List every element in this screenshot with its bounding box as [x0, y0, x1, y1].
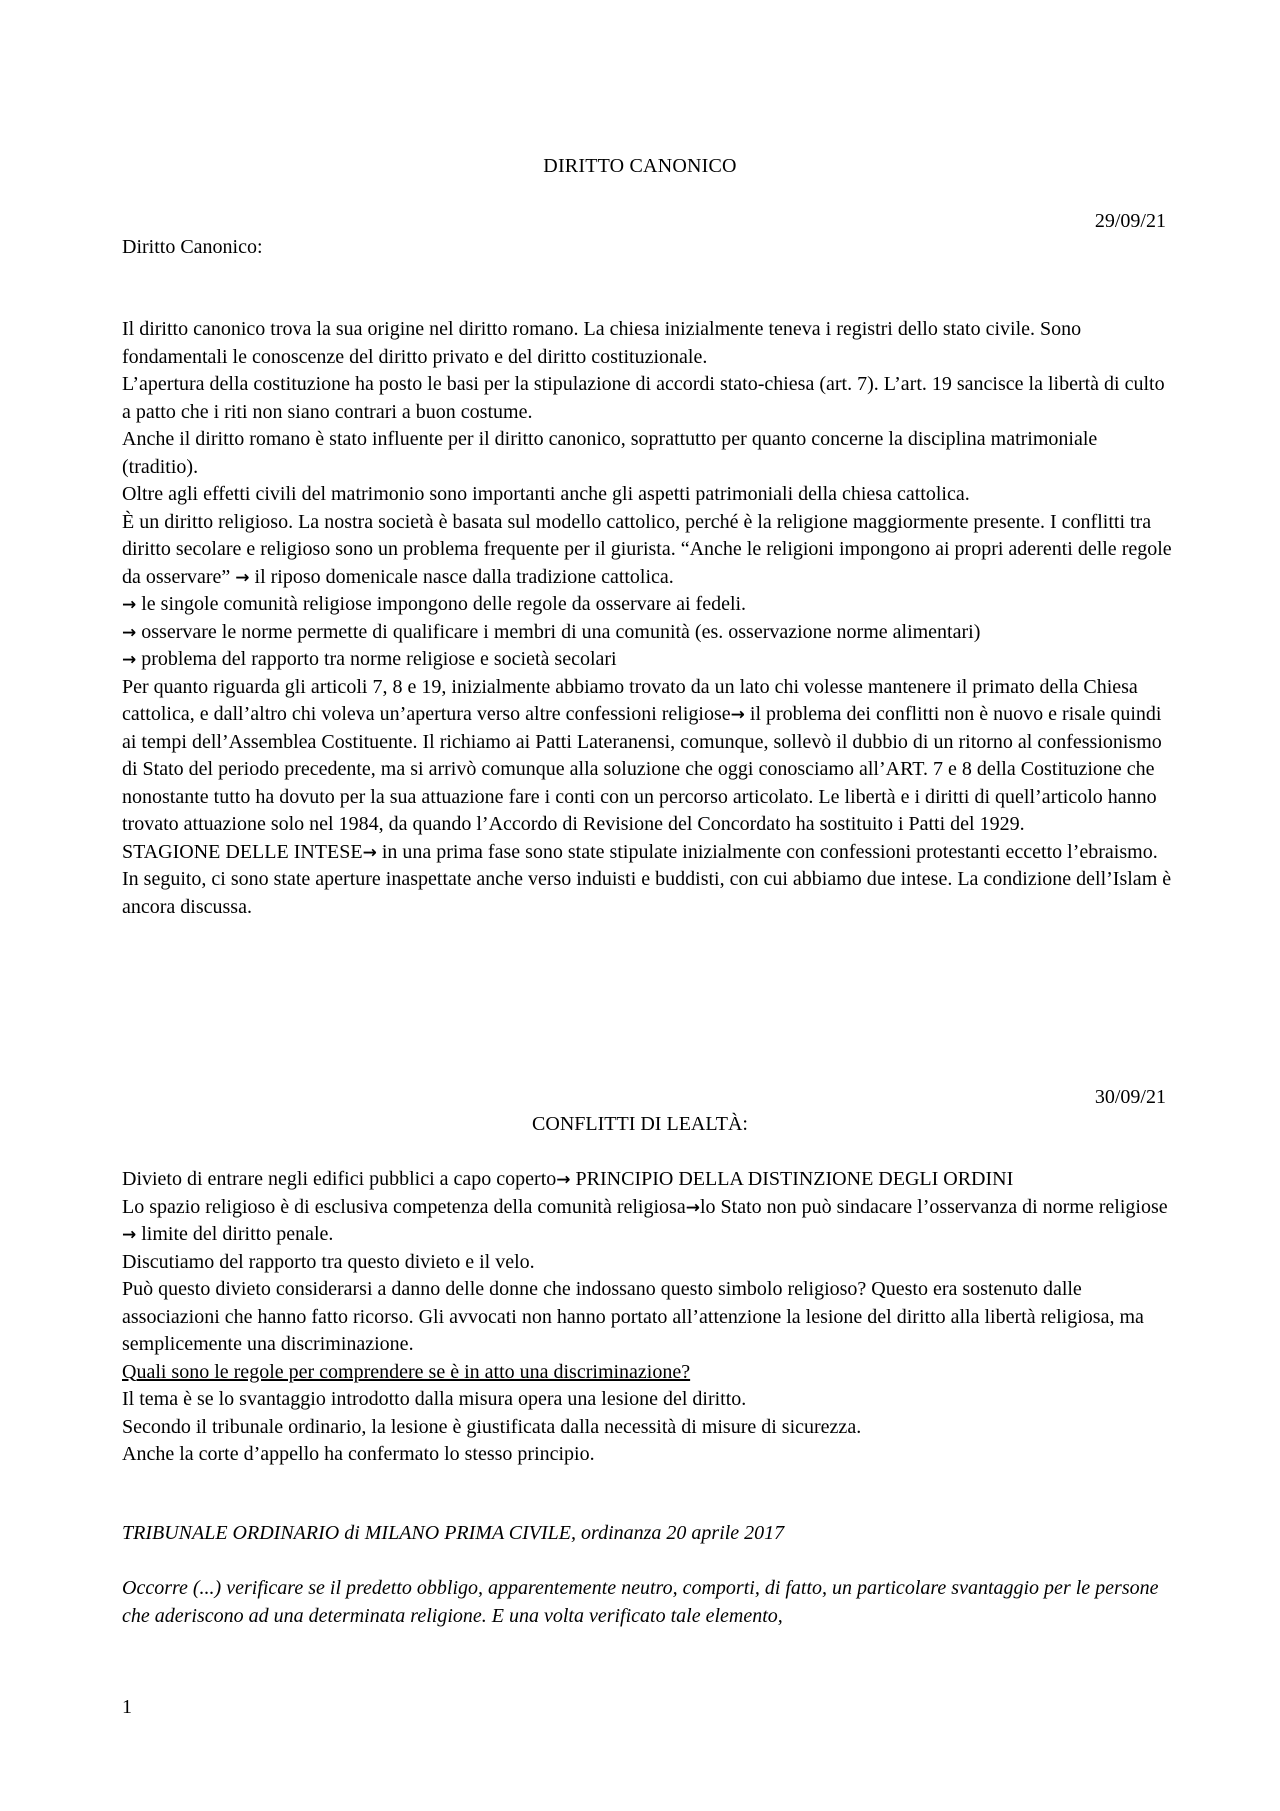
bullet-item [122, 619, 1172, 647]
bullet-item [122, 591, 1172, 619]
paragraph: L’apertura della costituzione ha posto le basi per la stipulazione di accordi stato-chiesa (art. 7). L’art. 19 sancisce la libertà di culto a patto che i riti non siano contrari a buon costume. [122, 373, 1165, 423]
bullet-text: osservare le norme permette di qualificare i membri di una comunità (es. osservazione norme alimentari) [141, 620, 981, 643]
paragraph-text: È un diritto religioso. La nostra società è basata sul modello cattolico, perché è la religione maggiormente presente. I conflitti tra diritto secolare e religioso sono un problema frequente per il giurista. “Anche le religioni impongono ai propri aderenti delle regole da osservare” [122, 510, 1172, 588]
paragraph-text: STAGIONE DELLE INTESE [122, 840, 363, 863]
date-30-09-21: 30/09/21 [1094, 1086, 1166, 1108]
paragraph [122, 839, 1172, 867]
arrow-right-icon: → [730, 705, 745, 725]
paragraph: In seguito, ci sono state aperture inaspettate anche verso induisti e buddisti, con cui abbiamo due intese. La condizione dell’Islam è ancora discussa. [122, 868, 1172, 918]
arrow-right-icon: → [235, 567, 250, 588]
paragraph-text: Lo spazio religioso è di esclusiva competenza della comunità religiosa [122, 1195, 686, 1218]
arrow-right-icon: → [685, 1197, 700, 1218]
paragraph: Può questo divieto considerarsi a danno delle donne che indossano questo simbolo religioso? Questo era sostenuto dalle associazioni che hanno fatto ricorso. Gli avvocati non hanno portato all’attenzione la lesione del diritto alla libertà religiosa, ma semplicemente una discriminazione. [122, 1278, 1144, 1355]
paragraph: Il tema è se lo svantaggio introdotto dalla misura opera una lesione del diritto. [122, 1388, 747, 1410]
section1-body [122, 316, 1172, 921]
bullet-item [122, 646, 1172, 674]
paragraph: Discutiamo del rapporto tra questo divieto e il velo. [122, 1250, 535, 1273]
underlined-question: Quali sono le regole per comprendere se è in atto una discriminazione? [122, 1360, 691, 1383]
paragraph-text: Per quanto riguarda gli articoli 7, 8 e 19, inizialmente abbiamo trovato da un lato chi volesse mantenere il primato della Chiesa cattolica, e dall’altro chi voleva un’apertura verso altre confessioni religiose [122, 675, 1138, 725]
section2-body [122, 1166, 1172, 1469]
arrow-right-icon: → [556, 1170, 571, 1190]
document-title: DIRITTO CANONICO [543, 155, 737, 177]
paragraph: Secondo il tribunale ordinario, la lesione è giustificata dalla necessità di misure di sicurezza. [122, 1415, 862, 1438]
paragraph-text: in una prima fase sono state stipulate inizialmente con confessioni protestanti eccetto l’ebraismo. [381, 840, 1158, 863]
paragraph: Il diritto canonico trova la sua origine nel diritto romano. La chiesa inizialmente teneva i registri dello stato civile. Sono fondamentali le conoscenze del diritto privato e del diritto costituzionale. [122, 318, 1082, 368]
paragraph-text: il riposo domenicale nasce dalla tradizione cattolica. [254, 565, 674, 588]
paragraph-text: lo Stato non può sindacare l’osservanza di norme religiose [699, 1195, 1168, 1218]
paragraph: Oltre agli effetti civili del matrimonio sono importanti anche gli aspetti patrimoniali della chiesa cattolica. [122, 483, 970, 505]
paragraph [122, 674, 1172, 839]
paragraph-text: PRINCIPIO DELLA DISTINZIONE DEGLI ORDINI [570, 1168, 1014, 1190]
paragraph: Anche il diritto romano è stato influente per il diritto canonico, soprattutto per quanto concerne la disciplina matrimoniale (traditio). [122, 428, 1098, 478]
paragraph-text: limite del diritto penale. [136, 1223, 334, 1245]
arrow-right-icon: → [122, 595, 137, 615]
arrow-right-icon: → [122, 1225, 137, 1245]
paragraph-text: il problema dei conflitti non è nuovo e risale quindi ai tempi dell’Assemblea Costituente. Il richiamo ai Patti Lateranensi, comunque, sollevò il dubbio di un ritorno al confessionismo di Stato del periodo precedente, ma si arrivò comunque alla soluzione che oggi conosciamo all’ART. 7 e 8 della Costituzione che nonostante tutto ha dovuto per la sua attuazione fare i conti con un percorso articolato. Le libertà e i diritti di quell’articolo hanno trovato attuazione solo nel 1984, da quando l’Accordo di Revisione del Concordato ha sostituito i Patti del 1929. [122, 703, 1162, 835]
arrow-right-icon: → [362, 842, 377, 863]
bullet-text: problema del rapporto tra norme religiose e società secolari [141, 648, 617, 670]
paragraph [122, 509, 1172, 592]
arrow-right-icon: → [122, 650, 137, 670]
paragraph [122, 1194, 1172, 1249]
page-number: 1 [122, 1696, 132, 1718]
citation: TRIBUNALE ORDINARIO di MILANO PRIMA CIVILE, ordinanza 20 aprile 2017 [122, 1522, 785, 1544]
arrow-right-icon: → [122, 622, 137, 643]
paragraph: Anche la corte d’appello ha confermato lo stesso principio. [122, 1443, 595, 1465]
quote: Occorre (...) verificare se il predetto obbligo, apparentemente neutro, comporti, di fatto, un particolare svantaggio per le persone che aderiscono ad una determinata religione. E una volta verificato tale elemento, [122, 1577, 1159, 1627]
section-heading-diritto-canonico: Diritto Canonico: [122, 236, 263, 258]
paragraph-text: Divieto di entrare negli edifici pubblici a capo coperto [122, 1168, 557, 1190]
date-29-09-21: 29/09/21 [1094, 210, 1166, 232]
bullet-text: le singole comunità religiose impongono delle regole da osservare ai fedeli. [141, 593, 747, 615]
section-title-conflitti: CONFLITTI DI LEALTÀ: [532, 1113, 748, 1135]
paragraph [122, 1166, 1172, 1194]
